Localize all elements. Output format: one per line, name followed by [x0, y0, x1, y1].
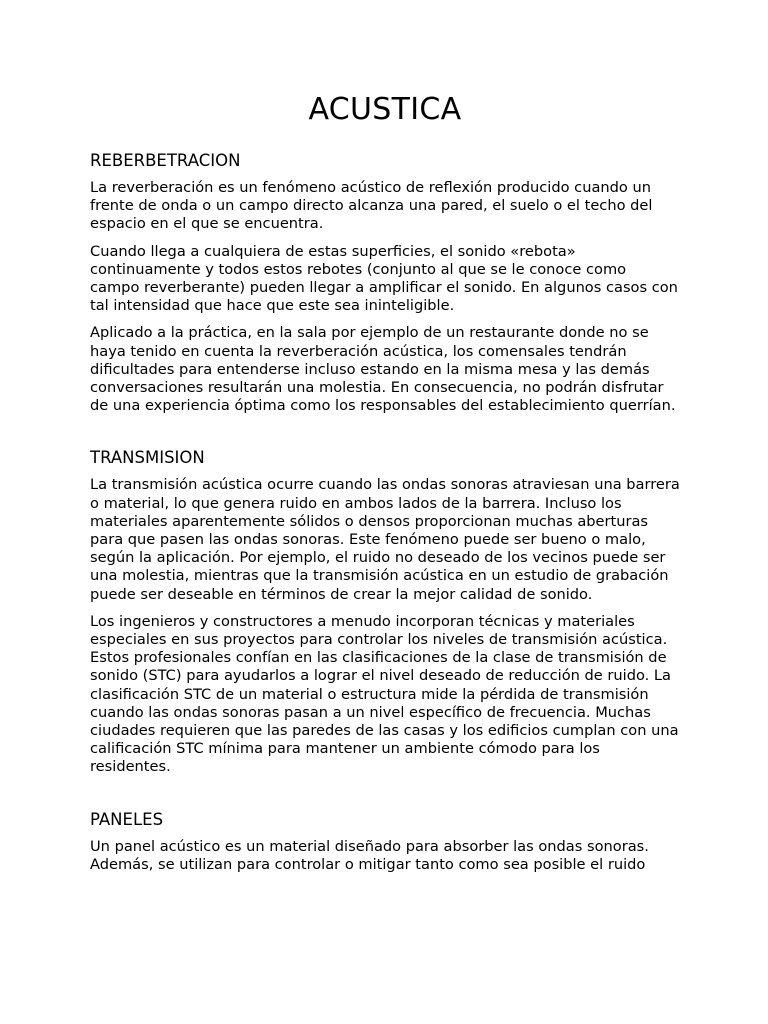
- section-heading-transmission: TRANSMISION: [90, 448, 205, 468]
- paragraph: Cuando llega a cualquiera de estas superficies, el sonido «rebota» continuamente y todos estos rebotes (conjunto al que se le conoce como campo reverberante) pueden llegar a amplificar el sonido. En algunos casos con tal intensidad que hace que este sea ininteligible.: [90, 242, 678, 315]
- section-transmission: [90, 447, 680, 776]
- document-title: ACUSTICA: [308, 92, 462, 127]
- paragraph: Los ingenieros y constructores a menudo incorporan técnicas y materiales especiales en sus proyectos para controlar los niveles de transmisión acústica. Estos profesionales confían en las clasificaciones de la clase de transmisión de sonido (STC) para ayudarlos a lograr el nivel deseado de reducción de ruido. La clasificación STC de un material o estructura mide la pérdida de transmisión cuando las ondas sonoras pasan a un nivel específico de frecuencia. Muchas ciudades requieren que las paredes de las casas y los edificios cumplan con una calificación STC mínima para mantener un ambiente cómodo para los residentes.: [90, 612, 679, 776]
- paragraph: Aplicado a la práctica, en la sala por ejemplo de un restaurante donde no se haya tenido en cuenta la reverberación acústica, los comensales tendrán dificultades para entenderse incluso estando en la misma mesa y las demás conversaciones resultarán una molestia. En consecuencia, no podrán disfrutar de una experiencia óptima como los responsables del establecimiento querrían.: [90, 324, 676, 415]
- paragraph: Un panel acústico es un material diseñado para absorber las ondas sonoras. Además, se utilizan para controlar o mitigar tanto como sea posible el ruido: [90, 837, 649, 873]
- section-panels: [90, 809, 680, 874]
- section-heading-panels: PANELES: [90, 809, 164, 829]
- paragraph: La reverberación es un fenómeno acústico de reflexión producido cuando un frente de onda o un campo directo alcanza una pared, el suelo o el techo del espacio en el que se encuentra.: [90, 179, 653, 233]
- paragraph: La transmisión acústica ocurre cuando las ondas sonoras atraviesan una barrera o material, lo que genera ruido en ambos lados de la barrera. Incluso los materiales aparentemente sólidos o densos proporcionan muchas aberturas para que pasen las ondas sonoras. Este fenómeno puede ser bueno o malo, según la aplicación. Por ejemplo, el ruido no deseado de los vecinos puede ser una molestia, mientras que la transmisión acústica en un estudio de grabación puede ser deseable en términos de crear la mejor calidad de sonido.: [90, 476, 680, 603]
- document-page: [90, 88, 680, 883]
- section-heading-reverberation: REBERBETRACION: [90, 151, 241, 170]
- section-reverberation: [90, 150, 680, 415]
